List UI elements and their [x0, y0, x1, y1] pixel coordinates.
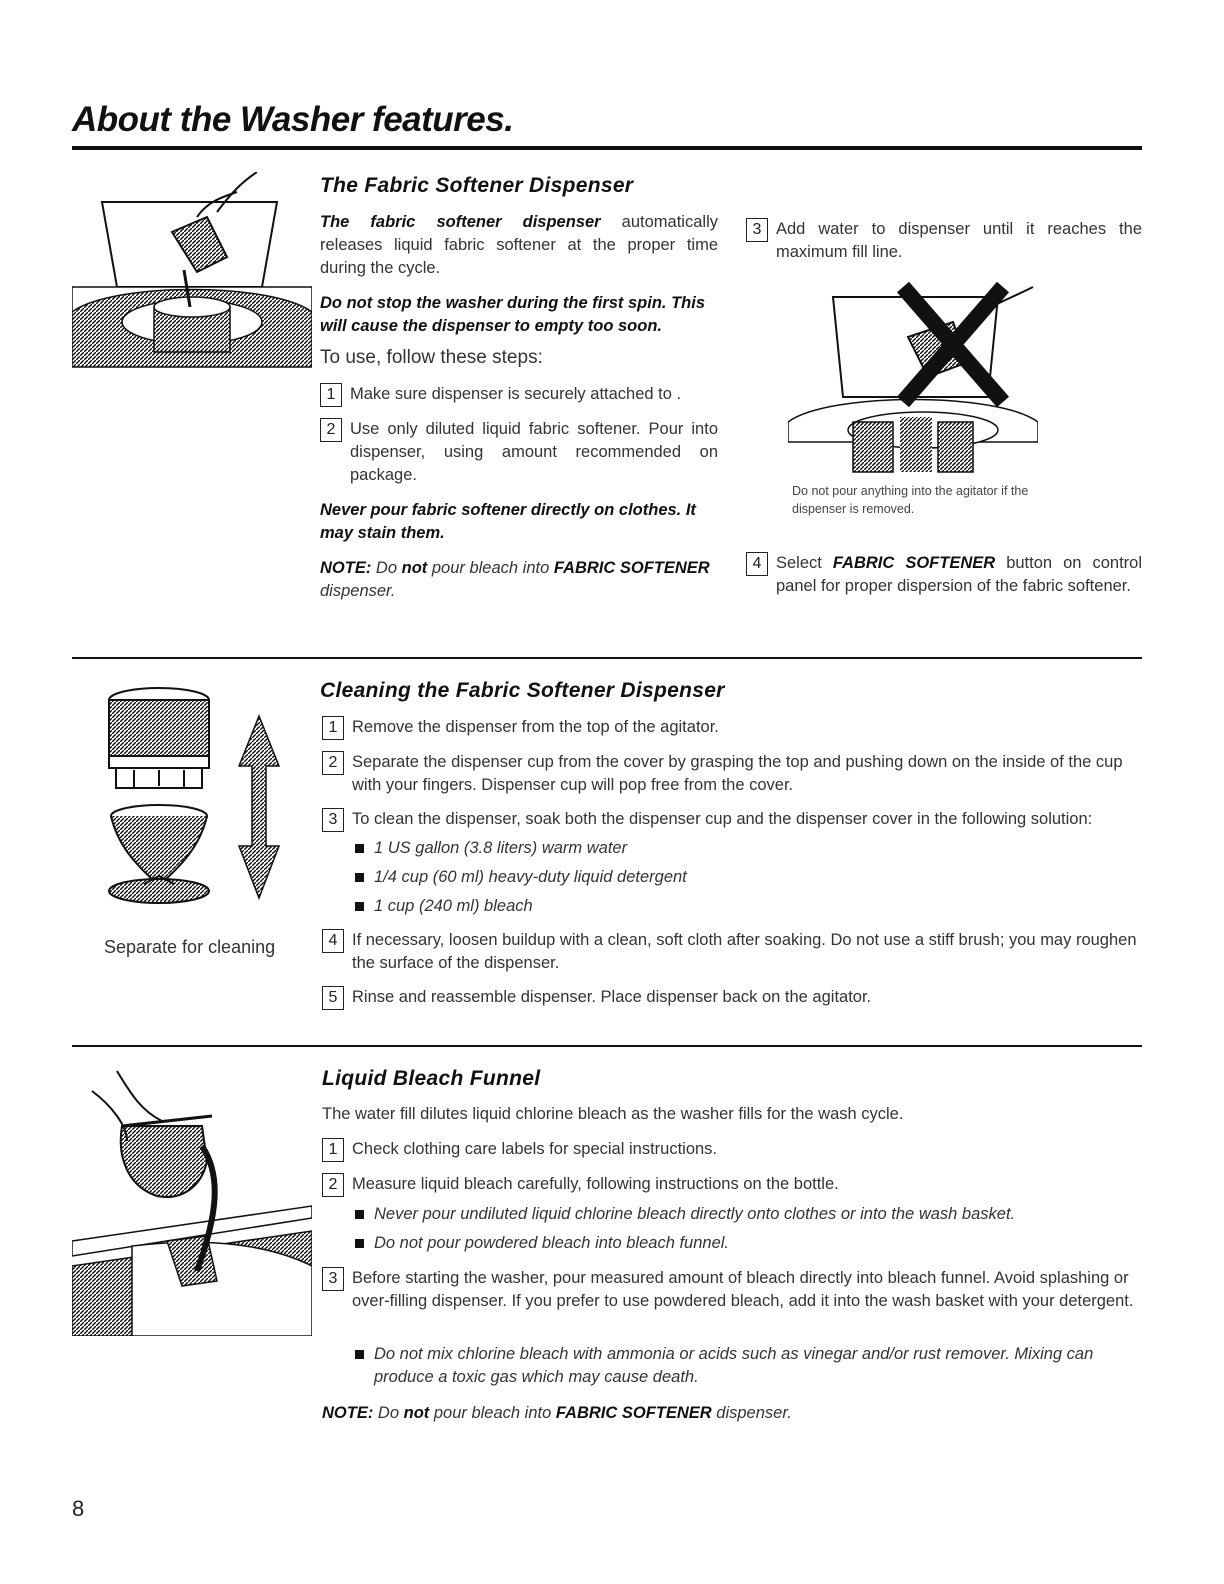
fabric-note: NOTE: Do not pour bleach into FABRIC SOFTENER dispenser. [320, 559, 710, 600]
bleach-bullet-2: Do not pour powdered bleach into bleach funnel. [355, 1232, 1142, 1255]
bleach-intro: The water fill dilutes liquid chlorine bleach as the washer fills for the wash cycle. [322, 1105, 904, 1123]
section-divider-1 [72, 657, 1142, 659]
title-divider [72, 146, 1142, 150]
page-title: About the Washer features. [72, 100, 514, 139]
bleach-step-1: 1 Check clothing care labels for special instructions. [322, 1138, 1142, 1162]
cleaning-bullet-1: 1 US gallon (3.8 liters) warm water [355, 837, 627, 860]
section-divider-2 [72, 1045, 1142, 1047]
separate-caption: Separate for cleaning [104, 937, 276, 957]
cleaning-bullet-2: 1/4 cup (60 ml) heavy-duty liquid detergent [355, 866, 687, 889]
page-number: 8 [72, 1496, 85, 1521]
fabric-step-4: 4 Select FABRIC SOFTENER button on control panel for proper dispersion of the fabric softener. [746, 552, 1142, 598]
dispenser-separate-illustration [104, 686, 284, 916]
no-pour-caption: Do not pour anything into the agitator if the dispenser is removed. [792, 484, 1029, 516]
cleaning-step-3: 3 To clean the dispenser, soak both the dispenser cup and the dispenser cover in the following solution: [322, 808, 1142, 832]
washer-pour-illustration [72, 172, 312, 372]
fabric-never-warning: Never pour fabric softener directly on clothes. It may stain them. [320, 501, 696, 542]
bleach-step-3: 3 Before starting the washer, pour measured amount of bleach directly into bleach funnel. Avoid splashing or over-filling dispenser. If you prefer to use powdered bleach, add it into the wash basket with your detergent. [322, 1267, 1142, 1313]
cleaning-bullet-3: 1 cup (240 ml) bleach [355, 895, 533, 918]
bleach-note: NOTE: Do not pour bleach into FABRIC SOFTENER dispenser. [322, 1404, 792, 1422]
bleach-bullet-3: Do not mix chlorine bleach with ammonia or acids such as vinegar and/or rust remover. Mixing can produce a toxic gas which may cause death. [355, 1343, 1142, 1389]
fabric-step-1: 1 Make sure dispenser is securely attached to . [320, 383, 720, 407]
fabric-to-use: To use, follow these steps: [320, 347, 543, 368]
bleach-bullet-1: Never pour undiluted liquid chlorine bleach directly onto clothes or into the wash basket. [355, 1203, 1142, 1226]
cleaning-step-4: 4 If necessary, loosen buildup with a clean, soft cloth after soaking. Do not use a stiff brush; you may roughen the surface of the dispenser. [322, 929, 1142, 975]
fabric-step-3: 3 Add water to dispenser until it reaches the maximum fill line. [746, 218, 1142, 264]
cleaning-step-1: 1 Remove the dispenser from the top of the agitator. [322, 716, 1142, 740]
bleach-pour-illustration [72, 1066, 312, 1336]
cleaning-step-2: 2 Separate the dispenser cup from the cover by grasping the top and pushing down on the inside of the cup with your fingers. Dispenser cup will pop free from the cover. [322, 751, 1142, 797]
bleach-step-2: 2 Measure liquid bleach carefully, following instructions on the bottle. [322, 1173, 1142, 1197]
bleach-heading: Liquid Bleach Funnel [322, 1067, 541, 1090]
fabric-intro: The fabric softener dispenser automatically releases liquid fabric softener at the proper time during the cycle. [320, 213, 718, 277]
fabric-heading: The Fabric Softener Dispenser [320, 174, 634, 197]
cleaning-heading: Cleaning the Fabric Softener Dispenser [320, 679, 725, 702]
no-pour-agitator-illustration [788, 282, 1038, 477]
fabric-step-2: 2 Use only diluted liquid fabric softener. Pour into dispenser, using amount recommended on package. [320, 418, 718, 487]
cleaning-step-5: 5 Rinse and reassemble dispenser. Place dispenser back on the agitator. [322, 986, 1142, 1010]
fabric-warning: Do not stop the washer during the first spin. This will cause the dispenser to empty too soon. [320, 294, 706, 335]
